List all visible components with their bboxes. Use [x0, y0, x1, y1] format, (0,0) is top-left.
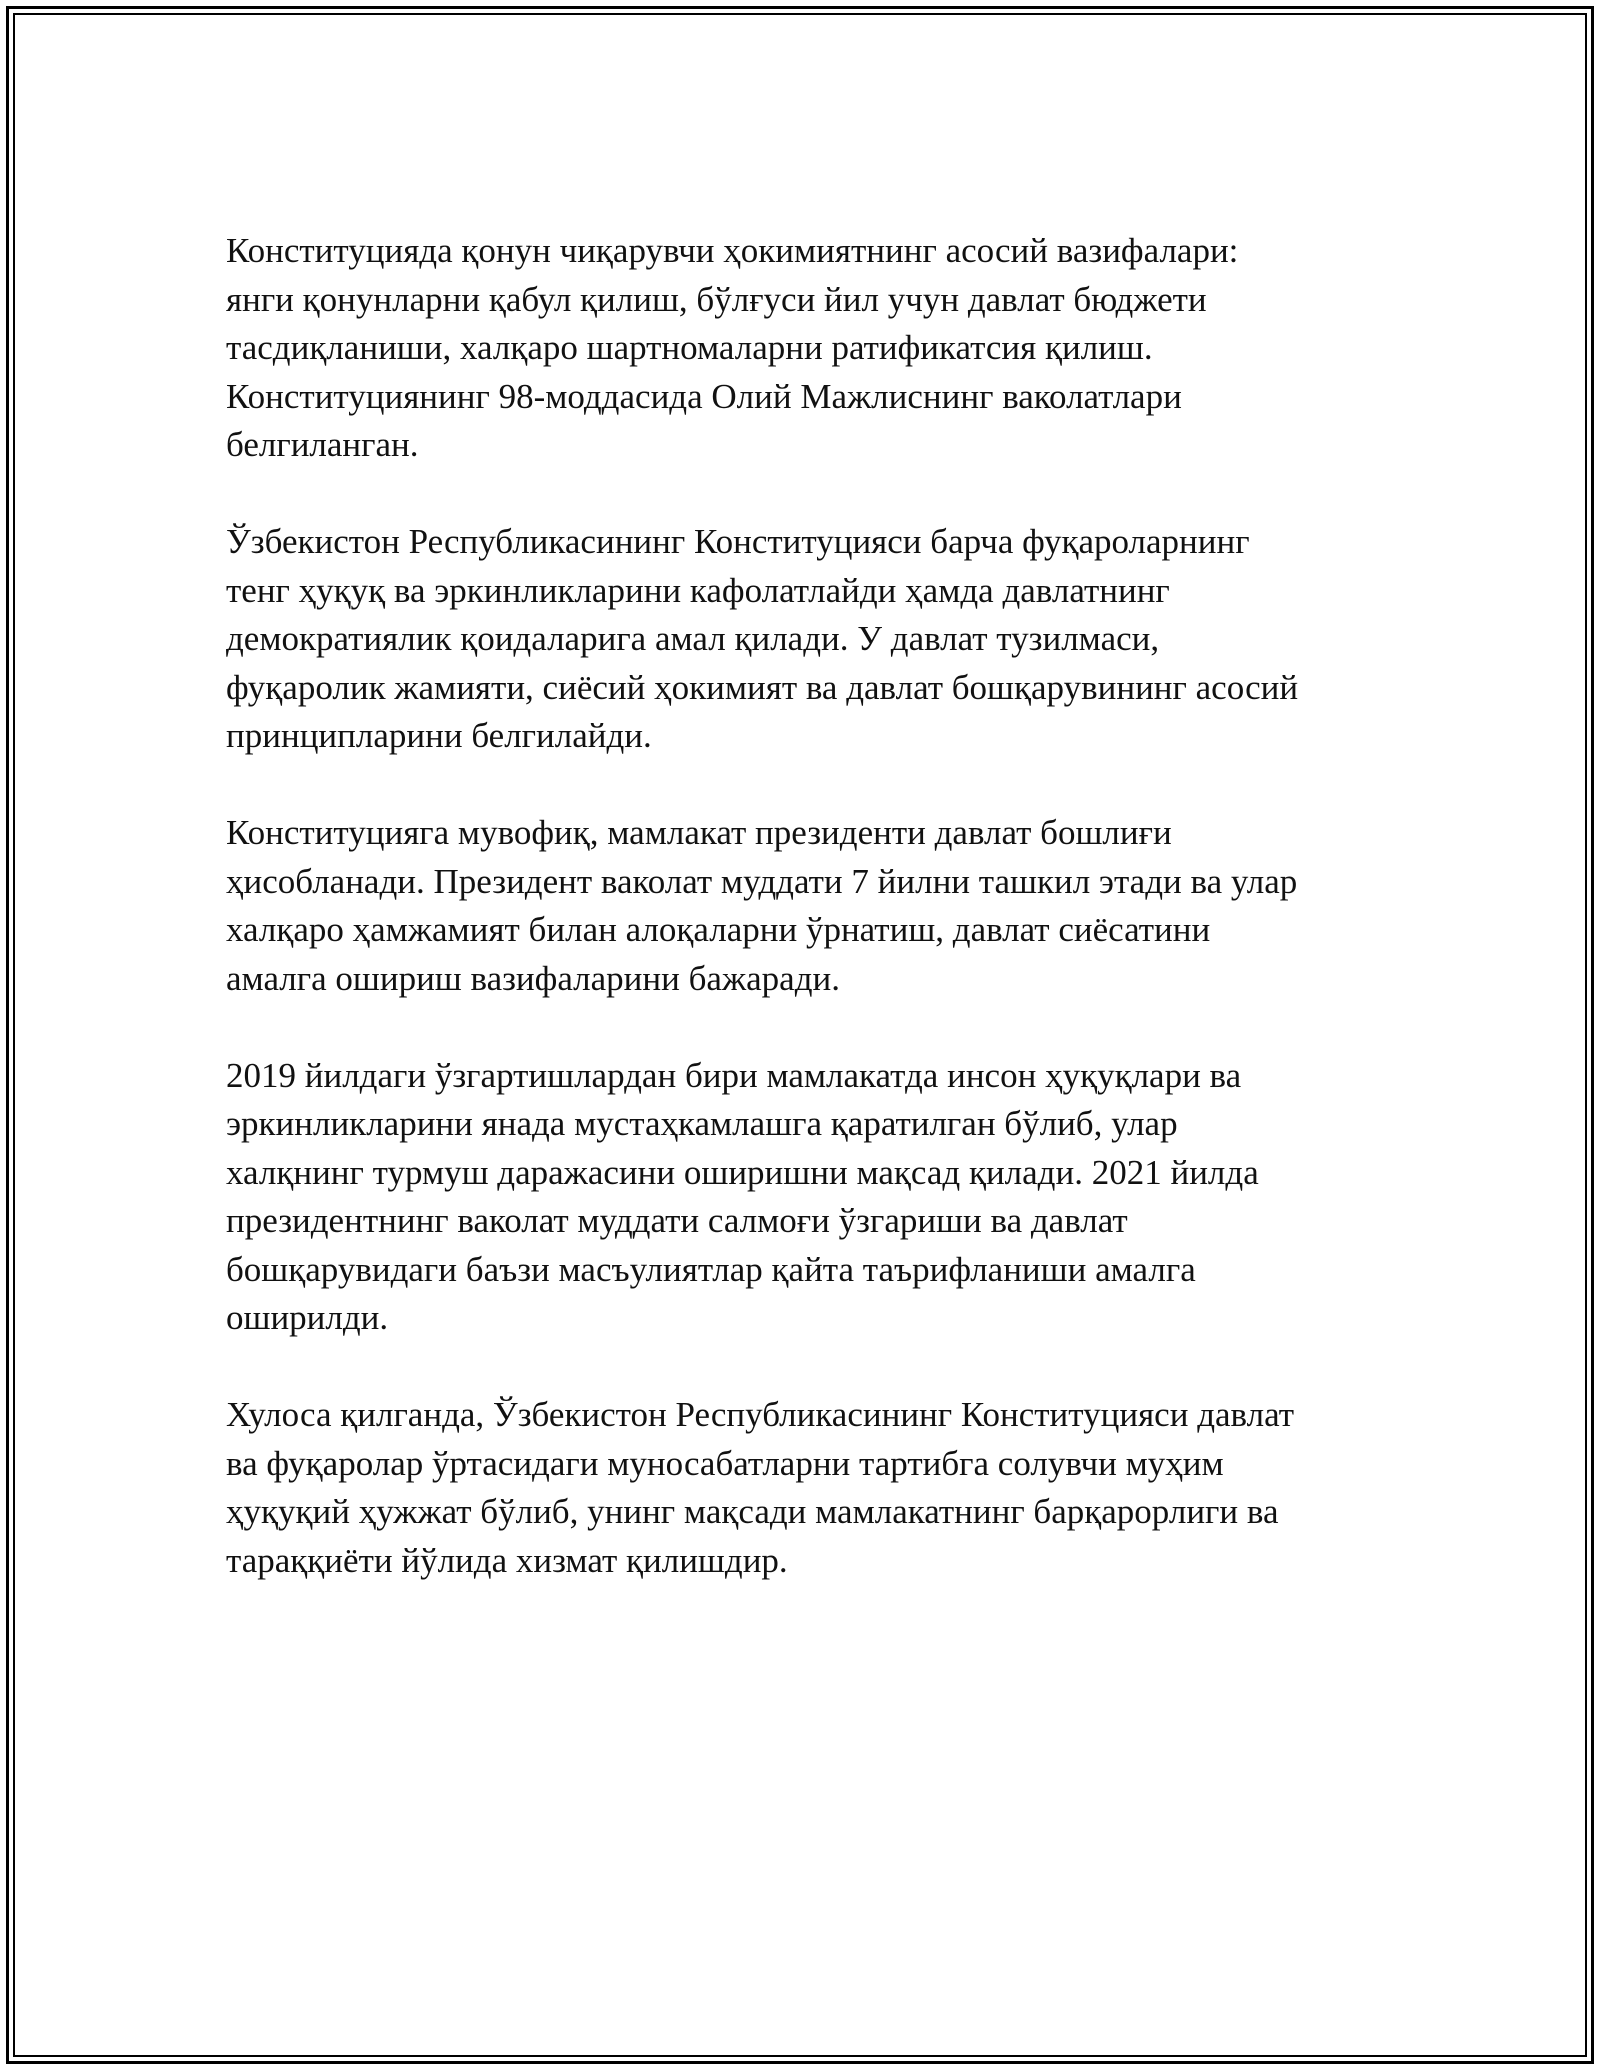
paragraph-president — [226, 809, 1386, 1003]
text-line: оширилди. — [226, 1298, 389, 1337]
text-line: халқнинг турмуш даражасини оширишни мақсад қилади. 2021 йилда — [226, 1152, 1259, 1192]
text-line: Конституцияга мувофиқ, мамлакат президенти давлат бошлиғи — [226, 813, 1172, 852]
text-line: тасдиқланиши, халқаро шартномаларни ратификатсия қилиш. — [226, 328, 1153, 367]
text-line: демократиялик қоидаларига амал қилади. У давлат тузилмаси, — [226, 619, 1160, 658]
text-line: ҳисобланади. Президент ваколат муддати 7 йилни ташкил этади ва улар — [226, 861, 1298, 901]
text-line: принципларини белгилайди. — [226, 716, 652, 755]
text-line: ва фуқаролар ўртасидаги муносабатларни тартибга солувчи муҳим — [226, 1443, 1224, 1483]
text-line: президентнинг ваколат муддати салмоғи ўзгариши ва давлат — [226, 1201, 1128, 1240]
text-line: фуқаролик жамияти, сиёсий ҳокимият ва давлат бошқарувининг асосий — [226, 667, 1299, 707]
paragraph-amendments — [226, 1052, 1386, 1343]
text-line: Ўзбекистон Республикасининг Конституцияси барча фуқароларнинг — [226, 522, 1250, 561]
text-line: белгиланган. — [226, 425, 419, 464]
paragraph-legislative-powers — [226, 227, 1386, 470]
paragraph-conclusion — [226, 1391, 1386, 1585]
text-line: 2019 йилдаги ўзгартишлардан бири мамлакатда инсон ҳуқуқлари ва — [226, 1055, 1242, 1095]
document-body — [226, 227, 1386, 1634]
text-line: халқаро ҳамжамият билан алоқаларни ўрнатиш, давлат сиёсатини — [226, 910, 1211, 949]
text-line: бошқарувидаги баъзи масъулиятлар қайта таърифланиши амалга — [226, 1249, 1196, 1289]
text-line: ҳуқуқий ҳужжат бўлиб, унинг мақсади мамлакатнинг барқарорлиги ва — [226, 1492, 1279, 1531]
text-line: Хулоса қилганда, Ўзбекистон Республикасининг Конституцияси давлат — [226, 1395, 1294, 1434]
text-line: Конституциянинг 98-моддасида Олий Мажлиснинг ваколатлари — [226, 376, 1182, 416]
text-line: амалга ошириш вазифаларини бажаради. — [226, 958, 841, 998]
text-line: тараққиёти йўлида хизмат қилишдир. — [226, 1540, 788, 1580]
text-line: янги қонунларни қабул қилиш, бўлғуси йил учун давлат бюджети — [226, 279, 1207, 319]
paragraph-constitution-rights — [226, 518, 1386, 761]
text-line: эркинликларини янада мустаҳкамлашга қаратилган бўлиб, улар — [226, 1104, 1178, 1143]
text-line: тенг ҳуқуқ ва эркинликларини кафолатлайди ҳамда давлатнинг — [226, 570, 1170, 610]
text-line: Конституцияда қонун чиқарувчи ҳокимиятнинг асосий вазифалари: — [226, 231, 1239, 270]
